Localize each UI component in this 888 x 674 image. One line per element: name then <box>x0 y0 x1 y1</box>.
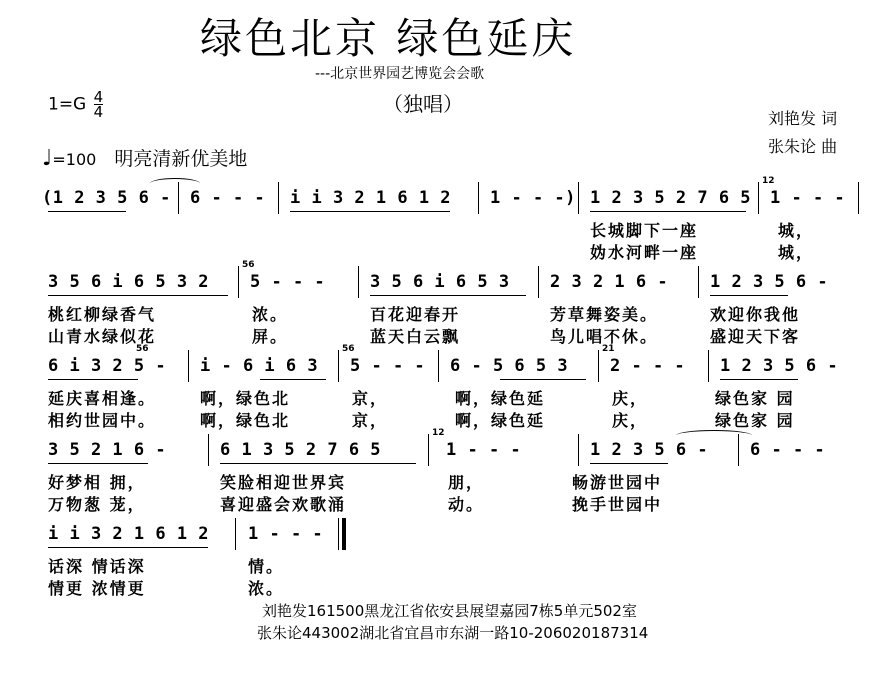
lyric: 盛迎天下客 <box>710 327 801 346</box>
measure: 5 - - - <box>350 356 426 376</box>
grace-note: 56 <box>242 260 255 270</box>
grace-note: 12 <box>432 428 445 438</box>
underline <box>260 379 326 380</box>
lyric: 万物葱 茏， <box>48 495 146 514</box>
measure: 3 5 2 1 6 - <box>48 440 167 460</box>
slur <box>676 430 752 441</box>
lyric: 山青水绿似花 <box>48 327 157 346</box>
performance-type: （独唱） <box>383 92 463 116</box>
lyric: 啊，绿色延 <box>455 389 546 408</box>
underline <box>48 547 208 548</box>
measure: 1 2 3 5 6 - <box>590 440 709 460</box>
measure: 3 5 6 i 6 5 3 2 <box>48 272 210 292</box>
lyric: 相约世园中。 <box>48 411 157 430</box>
measure: 6 i 3 2 5 - <box>48 356 167 376</box>
lyric: 情。 <box>248 557 285 576</box>
grace-note: 21 <box>602 344 615 354</box>
barline <box>858 182 859 214</box>
measure: i i 3 2 1 6 1 2 <box>48 524 210 544</box>
barline <box>238 266 239 298</box>
key-signature <box>48 90 103 119</box>
underline <box>48 211 126 212</box>
lyric: 京， <box>352 389 389 408</box>
barline <box>598 350 599 382</box>
grace-note: 12 <box>762 176 775 186</box>
barline <box>188 350 189 382</box>
measure: 6 - - - <box>190 188 266 208</box>
measure: 3 5 6 i 6 5 3 <box>370 272 510 292</box>
lyric: 城， <box>778 221 815 240</box>
key-label: 1=G <box>48 94 87 115</box>
lyric: 畅游世园中 <box>572 473 663 492</box>
measure: i - 6 i 6 3 <box>200 356 319 376</box>
measure: i i 3 2 1 6 1 2 <box>290 188 452 208</box>
barline <box>428 434 429 466</box>
tempo-mark: =100 <box>52 150 97 169</box>
underline <box>720 379 798 380</box>
measure: 2 - - - <box>610 356 686 376</box>
underline <box>290 211 450 212</box>
measure: 2 3 2 1 6 - <box>550 272 669 292</box>
underline <box>500 379 586 380</box>
underline <box>590 463 668 464</box>
underline <box>48 379 138 380</box>
measure: 6 1 3 5 2 7 6 5 <box>220 440 382 460</box>
lyric: 百花迎春开 <box>370 305 461 324</box>
barline <box>338 518 339 550</box>
measure: 1 - - - <box>446 440 522 460</box>
tempo-line <box>42 144 247 171</box>
lyric: 妫水河畔一座 <box>590 243 699 262</box>
underline <box>590 211 746 212</box>
measure: 6 - 5 6 5 3 <box>450 356 569 376</box>
barline <box>208 434 209 466</box>
underline <box>370 295 526 296</box>
underline <box>48 463 148 464</box>
measure: 1 - - - <box>770 188 846 208</box>
composer-credit: 张朱论 曲 <box>768 137 838 156</box>
lyric: 好梦相 拥， <box>48 473 146 492</box>
barline <box>278 182 279 214</box>
final-barline <box>342 518 346 550</box>
contact-line-1: 刘艳发161500黑龙江省依安县展望嘉园7栋5单元502室 <box>262 602 637 620</box>
lyric: 芳草舞姿美。 <box>550 305 659 324</box>
grace-note: 56 <box>136 344 149 354</box>
grace-note: 56 <box>342 344 355 354</box>
barline <box>358 266 359 298</box>
measure: 5 - - - <box>250 272 326 292</box>
barline <box>578 434 579 466</box>
lyric: 庆， <box>612 411 649 430</box>
lyric: 笑脸相迎世界宾 <box>220 473 347 492</box>
lyric: 城， <box>778 243 815 262</box>
lyric: 庆， <box>612 389 649 408</box>
barline <box>698 266 699 298</box>
lyric: 喜迎盛会欢歌涌 <box>220 495 347 514</box>
lyric: 绿色家 园 <box>715 389 795 408</box>
barline <box>235 518 236 550</box>
underline <box>710 295 788 296</box>
underline <box>48 295 228 296</box>
lyric: 啊，绿色北 <box>200 389 291 408</box>
lyric: 啊，绿色北 <box>200 411 291 430</box>
time-bottom: 4 <box>93 103 104 121</box>
lyric: 桃红柳绿香气 <box>48 305 157 324</box>
barline <box>478 182 479 214</box>
measure: 1 - - - <box>248 524 324 544</box>
lyric: 动。 <box>448 495 485 514</box>
lyric: 浓。 <box>248 579 285 598</box>
score-system-5 <box>0 514 888 674</box>
underline <box>220 463 416 464</box>
barline <box>758 182 759 214</box>
lyric: 京， <box>352 411 389 430</box>
measure: (1 2 3 5 6 - <box>42 188 171 208</box>
barline <box>338 350 339 382</box>
time-top: 4 <box>93 88 104 106</box>
time-signature <box>94 90 104 119</box>
quarter-note-icon: ♩ <box>42 146 53 171</box>
barline <box>538 266 539 298</box>
measure: 1 2 3 5 2 7 6 5 <box>590 188 752 208</box>
lyric: 欢迎你我他 <box>710 305 801 324</box>
lyric: 话深 情话深 <box>48 557 146 576</box>
barline <box>438 350 439 382</box>
lyric: 朋， <box>448 473 485 492</box>
measure: 1 - - -) <box>490 188 576 208</box>
barline <box>708 350 709 382</box>
lyric: 长城脚下一座 <box>590 221 699 240</box>
contact-line-2: 张朱论443002湖北省宜昌市东湖一路10-206020187314 <box>257 624 649 642</box>
barline <box>578 182 579 214</box>
expression-mark: 明亮清新优美地 <box>114 148 248 170</box>
song-subtitle: ---北京世界园艺博览会会歌 <box>315 66 485 82</box>
measure: 6 - - - <box>750 440 826 460</box>
lyric: 绿色家 园 <box>715 411 795 430</box>
lyric: 屏。 <box>252 327 289 346</box>
slur <box>150 178 200 189</box>
lyric: 情更 浓情更 <box>48 579 146 598</box>
lyric: 鸟儿唱不休。 <box>550 327 659 346</box>
song-title: 绿色北京 绿色延庆 <box>200 14 577 63</box>
lyric: 延庆喜相逢。 <box>48 389 157 408</box>
lyric: 蓝天白云飘 <box>370 327 461 346</box>
lyric: 浓。 <box>252 305 289 324</box>
measure: 1 2 3 5 6 - <box>720 356 839 376</box>
measure: 1 2 3 5 6 - <box>710 272 829 292</box>
lyric: 啊，绿色延 <box>455 411 546 430</box>
lyric: 挽手世园中 <box>572 495 663 514</box>
lyricist-credit: 刘艳发 词 <box>768 109 838 128</box>
